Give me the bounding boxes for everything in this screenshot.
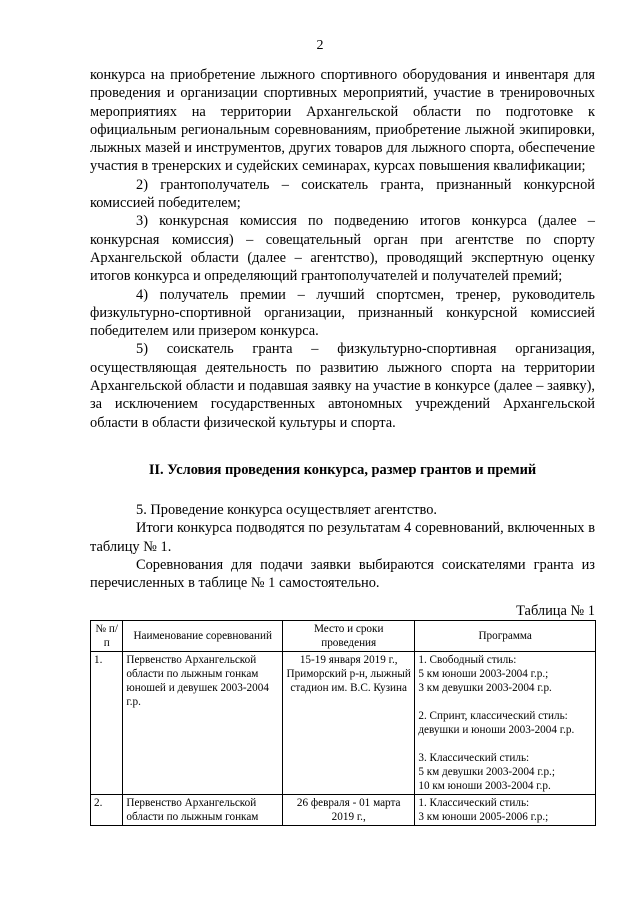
program-title: 1. Свободный стиль: [418, 654, 517, 666]
paragraph: Итоги конкурса подводятся по результатам 4 соревнований, включенных в таблицу № 1. [90, 520, 595, 555]
program-item [418, 796, 592, 824]
cell-num: 2. [91, 795, 123, 826]
definitions-text [90, 66, 595, 432]
header-num: № п/п [91, 621, 123, 652]
program-line: 3 км юноши 2005-2006 г.р.; [418, 811, 549, 823]
program-title: 3. Классический стиль: [418, 752, 530, 764]
header-name: Наименование соревнований [123, 621, 283, 652]
program-item [418, 709, 592, 737]
paragraph: 3) конкурсная комиссия по подведению итогов конкурса (далее – конкурсная комиссия) – совещательный орган при агентстве по спорту Архангельской области (далее – агентство), проводящий экспертную оценку итогов конкурса и определяющий грантополучателей и получателей премий; [90, 213, 595, 285]
cell-name: Первенство Архангельской области по лыжным гонкам юношей и девушек 2003-2004 г.р. [123, 652, 283, 795]
cell-program [415, 795, 596, 826]
section-text [90, 501, 595, 592]
program-line: 10 км юноши 2003-2004 г.р. [418, 780, 551, 792]
competitions-table [90, 620, 596, 826]
program-item [418, 653, 592, 695]
header-place: Место и сроки проведения [283, 621, 415, 652]
section-heading: II. Условия проведения конкурса, размер грантов и премий [148, 462, 537, 478]
program-line: 5 км девушки 2003-2004 г.р.; [418, 766, 555, 778]
cell-num: 1. [91, 652, 123, 795]
paragraph: 5. Проведение конкурса осуществляет агентство. [136, 502, 438, 518]
program-line: 5 км юноши 2003-2004 г.р.; [418, 668, 549, 680]
cell-program [415, 652, 596, 795]
paragraph: 5) соискатель гранта – физкультурно-спортивная организация, осуществляющая деятельность по развитию лыжного спорта на территории Архангельской области и подавшая заявку на участие в конкурсе (далее – заявку), за исключением государственных автономных учреждений Архангельской области в области физической культуры и спорта. [90, 341, 595, 431]
page-number: 2 [316, 38, 324, 53]
paragraph: Соревнования для подачи заявки выбираются соискателями гранта из перечисленных в таблице № 1 самостоятельно. [90, 556, 595, 592]
paragraph: конкурса на приобретение лыжного спортивного оборудования и инвентаря для проведения и организации спортивных мероприятий, участие в тренировочных мероприятиях на территории Архангельской области по подготовке к официальным региональным соревнованиям, приобретение лыжной экипировки, лыжных мазей и инструментов, других товаров для лыжного спорта, обеспечение участия в тренерских и судейских семинарах, курсах повышения квалификации; [90, 67, 595, 175]
program-title: 2. Спринт, классический стиль: девушки и юноши 2003-2004 г.р. [418, 710, 575, 736]
table-row [91, 795, 596, 826]
table-row [91, 652, 596, 795]
paragraph: 4) получатель премии – лучший спортсмен, тренер, руководитель физкультурно-спортивной организации, признанный конкурсной комиссией победителем или призером конкурса. [90, 286, 595, 340]
program-title: 1. Классический стиль: [418, 797, 530, 809]
header-program: Программа [415, 621, 596, 652]
cell-place: 15-19 января 2019 г., Приморский р-н, лыжный стадион им. В.С. Кузина [283, 652, 415, 795]
program-line: 3 км девушки 2003-2004 г.р. [418, 682, 552, 694]
cell-place: 26 февраля - 01 марта 2019 г., [283, 795, 415, 826]
table-header-row [91, 621, 596, 652]
paragraph: 2) грантополучатель – соискатель гранта, признанный конкурсной комиссией победителем; [90, 176, 595, 212]
program-item [418, 751, 592, 793]
table-caption: Таблица № 1 [516, 603, 595, 619]
cell-name: Первенство Архангельской области по лыжным гонкам [123, 795, 283, 826]
